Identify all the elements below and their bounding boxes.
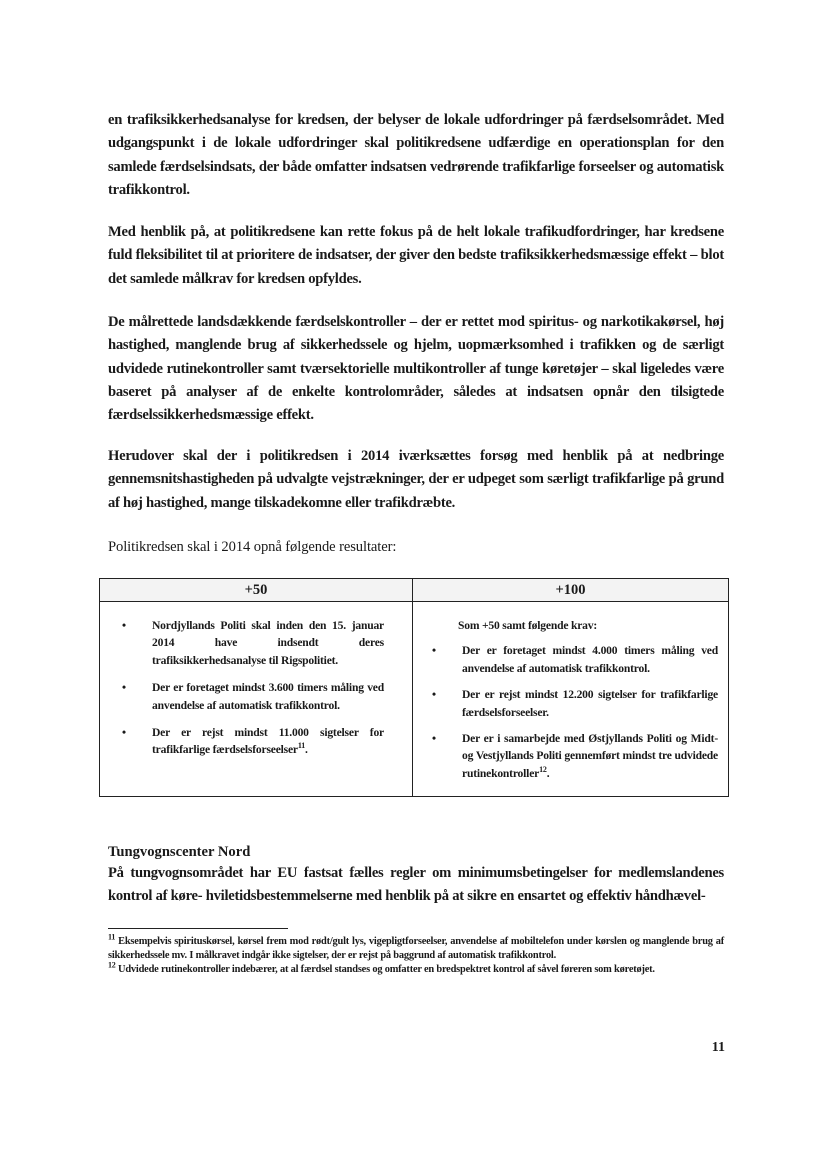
right-column (432, 617, 718, 791)
list-item: • Nordjyllands Politi skal inden den 15. januar 2014 have indsendt deres trafiksikkerhedsanalyse til Rigspolitiet. (122, 619, 384, 667)
bullet-icon: • (432, 732, 436, 746)
bullet-icon: • (432, 644, 436, 658)
list-item: • Der er foretaget mindst 3.600 timers måling ved anvendelse af automatisk trafikkontrol. (122, 681, 384, 712)
left-column-header: +50 (100, 579, 412, 601)
right-requirements-list (432, 642, 718, 782)
footnote: $^{12}$ Udvidede rutinekontroller indebærer, at al færdsel standses og omfatter en bredspektret kontrol af såvel føreren som køretøjet. (108, 960, 655, 976)
left-requirements-list (122, 617, 384, 759)
bullet-icon: • (432, 688, 436, 702)
footnote-ref: 12 (539, 764, 547, 774)
body-paragraph-1: en trafiksikkerhedsanalyse for kredsen, der belyser de lokale udfordringer på færdselsområdet. Med udgangspunkt i de lokale udfordringer skal politikredsene udfærdige en operationsplan for den samlede færdselsindsats, der både omfatter indsatsen vedrørende trafikfarlige forseelser og automatisk trafikkontrol. (108, 112, 724, 198)
footnote-ref: 11 (297, 741, 306, 751)
results-table (99, 578, 729, 797)
column-divider (412, 579, 413, 796)
list-item: • Der er rejst mindst 12.200 sigtelser for trafikfarlige færdselsforseelser. (432, 688, 718, 719)
list-item: • Der er rejst mindst 11.000 sigtelser for trafikfarlige færdselsforseelser$^{11}$. (122, 726, 384, 757)
footnote-separator (108, 928, 288, 929)
footnotes (108, 932, 724, 978)
body-paragraph-2: Med henblik på, at politikredsene kan rette fokus på de helt lokale trafikudfordringer, har kredsene fuld fleksibilitet til at prioritere de indsatser, der giver den bedste trafiksikkerhedsmæssige effekt – blot det samlede målkrav for kredsen opfyldes. (108, 224, 724, 287)
right-column-header: +100 (413, 579, 728, 601)
body-paragraph-4: Herudover skal der i politikredsen i 2014 iværksættes forsøg med henblik på at nedbringe gennemsnitshastigheden på udvalgte vejstrækninger, der er udpeget som særligt trafikfarlige på grund af høj hastighed, mange tilskadekomne eller trafikdræbte. (108, 448, 724, 511)
footnote: $^{11}$ Eksempelvis spirituskørsel, kørsel frem mod rødt/gult lys, vigepligtforseelser, anvendelse af mobiltelefon under kørslen og manglende brug af sikkerhedssele mv. I målkravet indgår ikke sigtelser, der er rejst på baggrund af automatisk trafikkontrol. (108, 932, 724, 961)
list-item: • Der er i samarbejde med Østjyllands Politi og Midt- og Vestjyllands Politi gennemført mindst tre udvidede rutinekontroller$^{12}$. (432, 732, 718, 780)
page-number: 11 (711, 1040, 725, 1055)
bullet-icon: • (122, 681, 126, 695)
bullet-icon: • (122, 619, 126, 632)
left-column (122, 617, 384, 769)
list-item: • Der er foretaget mindst 4.000 timers måling ved anvendelse af automatisk trafikkontrol. (432, 644, 718, 675)
right-column-lead: Som +50 samt følgende krav: (458, 619, 598, 632)
bullet-icon: • (122, 726, 126, 740)
body-paragraph-3: De målrettede landsdækkende færdselskontroller – der er rettet mod spiritus- og narkotikakørsel, høj hastighed, manglende brug af sikkerhedssele og hjelm, uopmærksomhed i trafikken og de særligt udvidede rutinekontroller samt tværsektorielle multikontroller af tunge køretøjer – skal ligeledes være baseret på analyser af de enkelte kontrolområder, således at indsatsen opnår den tilsigtede færdselssikkerhedsmæssige effekt. (108, 314, 724, 424)
body-paragraph-6: På tungvognsområdet har EU fastsat fælles regler om minimumsbetingelser for medlemslandenes kontrol af køre- hviletidsbestemmelserne med henblik på at sikre en ensartet og effektiv håndhævel- (108, 865, 724, 905)
results-intro: Politikredsen skal i 2014 opnå følgende resultater: (108, 539, 397, 555)
section-heading: Tungvognscenter Nord (108, 844, 251, 860)
header-divider (100, 601, 728, 602)
